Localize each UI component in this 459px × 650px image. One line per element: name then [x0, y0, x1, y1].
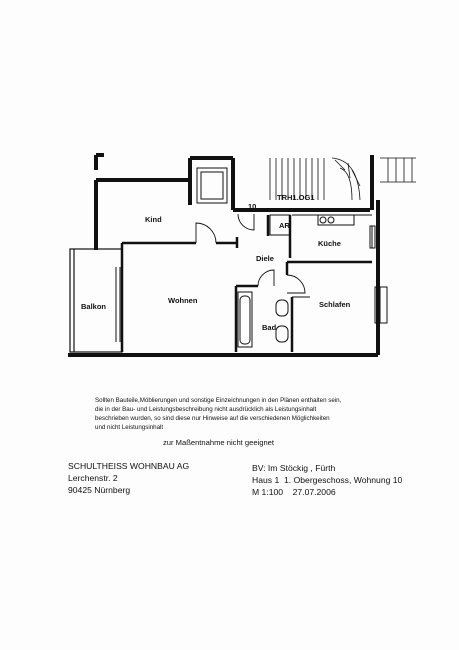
kitchen-counter	[318, 215, 354, 225]
disclaimer-line: und nicht Leistungsinhalt	[95, 424, 164, 431]
project-haus: Haus 1	[252, 475, 280, 485]
project-date: 27.07.2006	[292, 487, 336, 497]
project-floor-unit: 1. Obergeschoss, Wohnung 10	[284, 475, 403, 485]
room-label-diele: Diele	[256, 254, 274, 263]
room-label-balkon: Balkon	[81, 302, 107, 311]
unit-number: 10	[248, 202, 257, 211]
room-label-schlafen: Schlafen	[319, 300, 351, 309]
room-label-kueche: Küche	[318, 239, 341, 248]
toilet	[276, 326, 288, 342]
door-arcs	[196, 214, 310, 297]
measurement-warning: zur Maßentnahme nicht geeignet	[163, 438, 275, 447]
room-label-bad: Bad	[262, 323, 277, 332]
balcony-outline	[70, 249, 122, 352]
room-label-kind: Kind	[145, 215, 162, 224]
room-label-wohnen: Wohnen	[168, 296, 198, 305]
interior-walls	[122, 215, 372, 352]
disclaimer-line: Sollten Bauteile,Möblierungen und sonstige Einzeichnungen in den Plänen enthalten sein,	[95, 397, 342, 404]
company-block	[68, 460, 189, 496]
project-block	[252, 462, 402, 498]
company-street: Lerchenstr. 2	[68, 473, 118, 483]
company-city: 90425 Nürnberg	[68, 485, 131, 495]
disclaimer-line: die in der Bau- und Leistungsbeschreibung nicht ausdrücklich als Leistungsinhalt	[95, 406, 317, 413]
stair-label: TRH1.OG1	[277, 193, 315, 202]
disclaimer-line: beschrieben wurden, so sind diese nur Hinweise auf die verschiedenen Möglichkeiten	[95, 415, 330, 422]
company-name: SCHULTHEISS WOHNBAU AG	[68, 461, 190, 471]
disclaimer-note	[95, 396, 341, 432]
project-bv: BV: Im Stöckig , Fürth	[252, 463, 336, 473]
project-scale: M 1:100	[252, 487, 284, 497]
room-label-ar: AR	[279, 221, 290, 230]
washbasin	[276, 300, 288, 316]
